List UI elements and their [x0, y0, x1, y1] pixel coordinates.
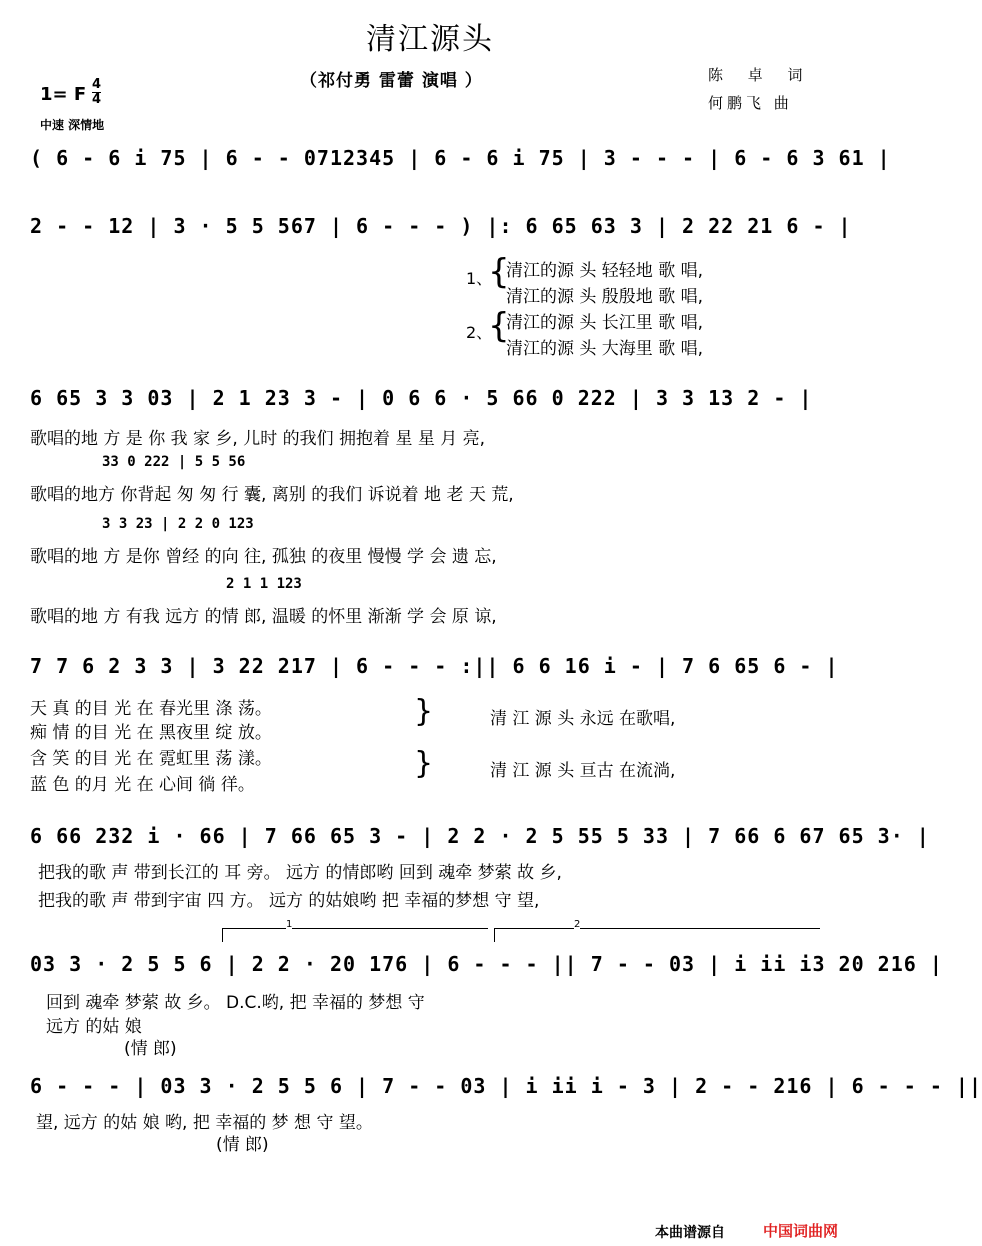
notation-row-7: 6 - - - | 03 3 · 2 5 5 6 | 7 - - 03 | i ii i - 3 | 2 - - 216 | 6 - - - ||	[30, 1074, 982, 1098]
alt-notation-3: 3 3 23 | 2 2 0 123	[102, 516, 254, 532]
verse-brace-1: {	[488, 252, 510, 292]
lyric-row-5-line-1: 把我的歌 声 带到长江的 耳 旁。 远方 的情郎哟 回到 魂牵 梦萦 故 乡,	[38, 863, 562, 883]
verse-label-1: 1、	[466, 269, 493, 288]
notation-row-4: 7 7 6 2 3 3 | 3 22 217 | 6 - - - :|| 6 6 16 i - | 7 6 65 6 - |	[30, 654, 839, 678]
volta-1-label: 1	[286, 919, 293, 930]
verse-1-line-b: 清江的源 头 殷殷地 歌 唱,	[506, 287, 704, 307]
brace-3a: }	[414, 694, 434, 729]
verse-1-line-a: 清江的源 头 轻轻地 歌 唱,	[506, 261, 704, 281]
verse-label-2: 2、	[466, 323, 493, 342]
footer-source: 本曲谱源自	[655, 1225, 725, 1241]
notation-row-3: 6 65 3 3 03 | 2 1 23 3 - | 0 6 6 · 5 66 0 222 | 3 3 13 2 - |	[30, 386, 813, 410]
lyricist: 陈 卓 词	[708, 66, 813, 84]
lyric-row-4-line-1: 天 真 的目 光 在 春光里 涤 荡。	[30, 699, 272, 719]
lyric-row-7-line-2: (情 郎)	[216, 1135, 269, 1155]
lyric-row-3-line-1: 歌唱的地 方 是 你 我 家 乡, 儿时 的我们 拥抱着 星 星 月 亮,	[30, 429, 486, 449]
refrain-line-2: 清 江 源 头 亘古 在流淌,	[490, 761, 676, 781]
time-signature-top: 4	[92, 77, 102, 92]
lyric-row-4-line-3: 含 笑 的目 光 在 霓虹里 荡 漾。	[30, 749, 272, 769]
lyric-row-6-line-1: 回到 魂牵 梦萦 故 乡。 D.C.哟, 把 幸福的 梦想 守	[46, 993, 425, 1013]
volta-2	[494, 919, 820, 930]
time-signature-bottom: 4	[92, 92, 102, 107]
lyric-row-7-line-1: 望, 远方 的姑 娘 哟, 把 幸福的 梦 想 守 望。	[36, 1113, 373, 1133]
brace-3b: }	[414, 746, 434, 781]
lyric-row-4-line-2: 痴 情 的目 光 在 黑夜里 绽 放。	[30, 723, 272, 743]
lyric-row-3-line-3: 歌唱的地 方 是你 曾经 的向 往, 孤独 的夜里 慢慢 学 会 遗 忘,	[30, 547, 497, 567]
verse-2-line-b: 清江的源 头 大海里 歌 唱,	[506, 339, 704, 359]
lyric-row-6-line-3: (情 郎)	[124, 1039, 177, 1059]
notation-row-1: ( 6 - 6 i 75 | 6 - - 0712345 | 6 - 6 i 75 | 3 - - - | 6 - 6 3 61 |	[30, 146, 891, 170]
key-signature: 1= F	[40, 84, 87, 105]
footer-site-link[interactable]: 中国词曲网	[763, 1222, 839, 1240]
verse-brace-2: {	[488, 306, 510, 346]
time-signature	[92, 78, 101, 107]
refrain-line-1: 清 江 源 头 永远 在歌唱,	[490, 709, 676, 729]
tempo-marking: 中速 深情地	[40, 118, 105, 132]
lyric-row-6-line-2: 远方 的姑 娘	[46, 1017, 142, 1037]
lyric-row-3-line-2: 歌唱的地方 你背起 匆 匆 行 囊, 离别 的我们 诉说着 地 老 天 荒,	[30, 485, 514, 505]
volta-1	[222, 919, 488, 930]
alt-notation-2: 33 0 222 | 5 5 56	[102, 454, 246, 470]
lyric-row-3-line-4: 歌唱的地 方 有我 远方 的情 郎, 温暖 的怀里 渐渐 学 会 原 谅,	[30, 607, 497, 627]
performers: （祁付勇 雷蕾 演唱 ）	[300, 71, 483, 91]
notation-row-6: 03 3 · 2 5 5 6 | 2 2 · 20 176 | 6 - - - || 7 - - 03 | i ii i3 20 216 |	[30, 952, 943, 976]
notation-row-5: 6 66 232 i · 66 | 7 66 65 3 - | 2 2 · 2 5 55 5 33 | 7 66 6 67 65 3· |	[30, 824, 930, 848]
composer: 何鹏飞 曲	[708, 94, 793, 112]
verse-2-line-a: 清江的源 头 长江里 歌 唱,	[506, 313, 704, 333]
notation-row-2: 2 - - 12 | 3 · 5 5 567 | 6 - - - ) |: 6 65 63 3 | 2 22 21 6 - |	[30, 214, 852, 238]
alt-notation-4: 2 1 1 123	[226, 576, 302, 592]
song-title: 清江源头	[366, 22, 494, 57]
lyric-row-4-line-4: 蓝 色 的月 光 在 心间 徜 徉。	[30, 775, 255, 795]
volta-2-label: 2	[574, 919, 581, 930]
lyric-row-5-line-2: 把我的歌 声 带到宇宙 四 方。 远方 的姑娘哟 把 幸福的梦想 守 望,	[38, 891, 540, 911]
